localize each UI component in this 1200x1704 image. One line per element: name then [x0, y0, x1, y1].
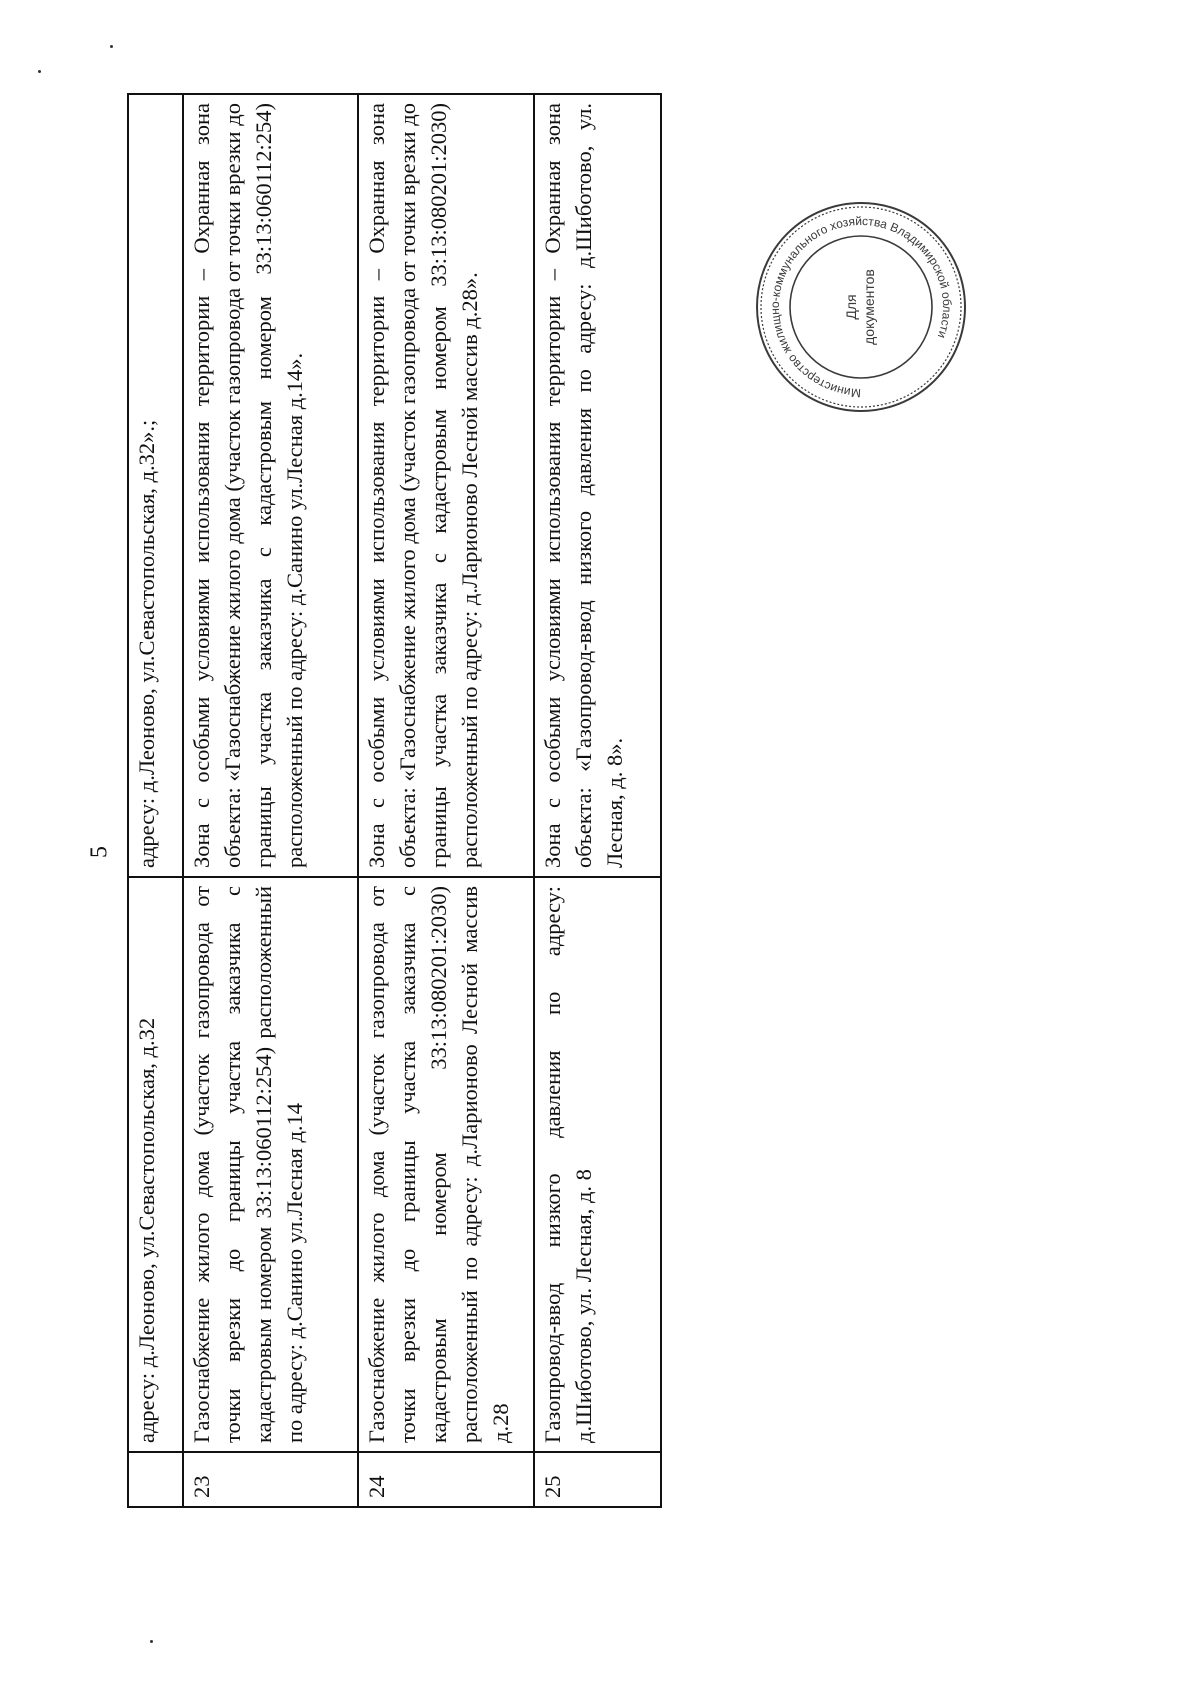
- stamp-center-line2: документов: [861, 269, 877, 345]
- table-row: [128, 94, 183, 1507]
- table-row: [183, 94, 358, 1507]
- scan-dot: [150, 1640, 153, 1643]
- zone-cell: Зона с особыми условиями использования территории – Охранная зона объекта: «Газоснабжение жилого дома (участок газопровода от точки врезки до границы участка заказчика с кадастровым номером 33:13:080201:2030) расположенный по адресу: д.Ларионово Лесной массив д.28».: [358, 94, 534, 877]
- row-number: [128, 1452, 183, 1507]
- object-cell: Газоснабжение жилого дома (участок газопровода от точки врезки до границы участка заказчика с кадастровым номером 33:13:060112:254) расположенный по адресу: д.Санино ул.Лесная д.14: [183, 877, 358, 1452]
- zone-cell: адресу: д.Леоново, ул.Севастопольская, д.32».;: [128, 94, 183, 877]
- official-stamp: [752, 198, 970, 416]
- object-cell: Газопровод-ввод низкого давления по адресу: д.Шиботово, ул. Лесная, д. 8: [534, 877, 661, 1452]
- stamp-center-line1: Для: [843, 294, 859, 320]
- zone-cell: Зона с особыми условиями использования территории – Охранная зона объекта: «Газоснабжение жилого дома (участок газопровода от точки врезки до границы участка заказчика с кадастровым номером 33:13:060112:254) расположенный по адресу: д.Санино ул.Лесная д.14».: [183, 94, 358, 877]
- table-row: [534, 94, 661, 1507]
- row-number: 25: [534, 1452, 661, 1507]
- object-cell: Газоснабжение жилого дома (участок газопровода от точки врезки до границы участка заказчика с кадастровым номером 33:13:080201:2030) расположенный по адресу: д.Ларионово Лесной массив д.28: [358, 877, 534, 1452]
- scan-dot: [38, 70, 41, 73]
- page-number: 5: [86, 846, 113, 858]
- stamp-seal: [752, 198, 970, 416]
- stamp-rotated-group: [757, 203, 965, 411]
- stamp-ring-text: Министерство жилищно-коммунального хозяйства Владимирской области: [767, 213, 955, 401]
- row-number: 24: [358, 1452, 534, 1507]
- zone-cell: Зона с особыми условиями использования территории – Охранная зона объекта: «Газопровод-ввод низкого давления по адресу: д.Шиботово, ул. Лесная, д. 8».: [534, 94, 661, 877]
- document-table: [127, 93, 662, 1508]
- scan-dot: [110, 45, 113, 48]
- object-cell: адресу: д.Леоново, ул.Севастопольская, д.32: [128, 877, 183, 1452]
- row-number: 23: [183, 1452, 358, 1507]
- table-row: [358, 94, 534, 1507]
- document-table-container: [127, 95, 1200, 1498]
